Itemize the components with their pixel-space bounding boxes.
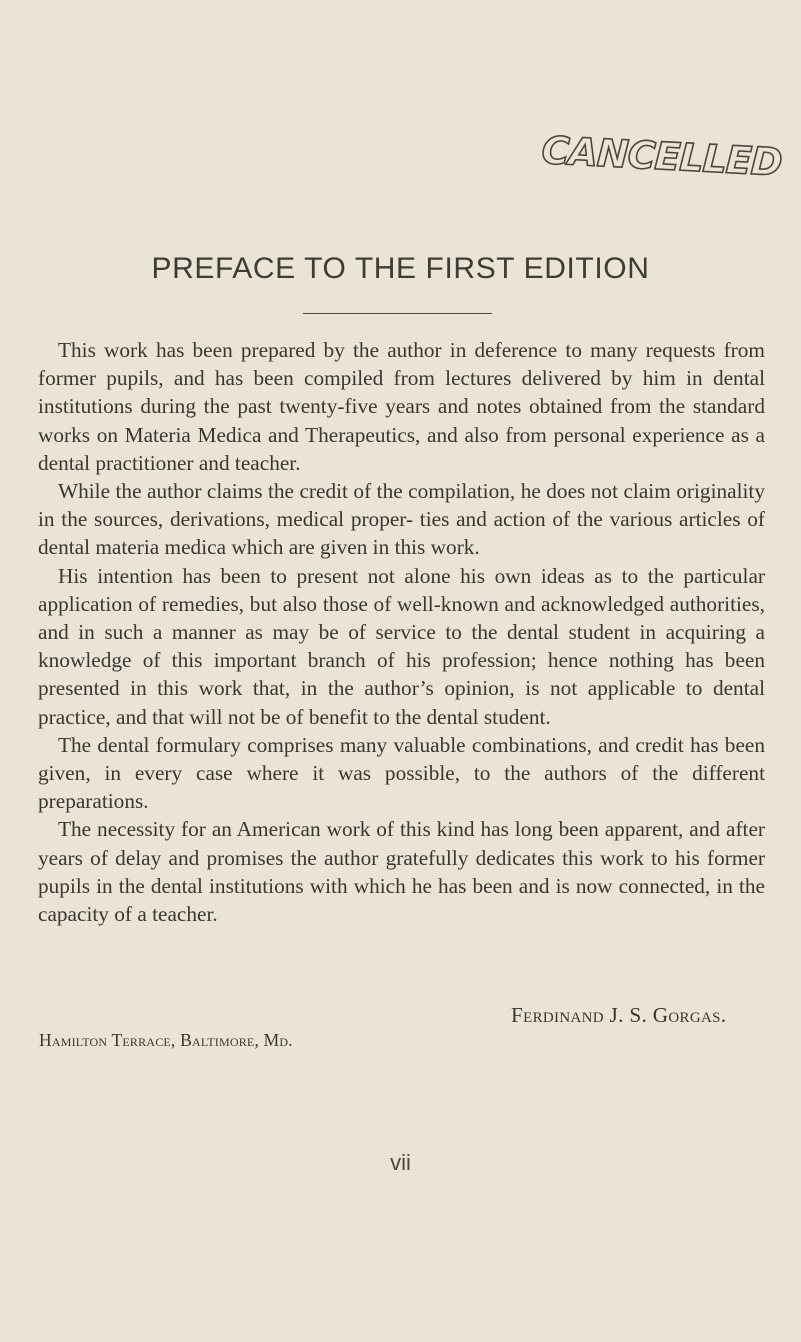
author-signature: Ferdinand J. S. Gorgas. xyxy=(511,1003,727,1027)
preface-body xyxy=(38,336,765,928)
title-divider xyxy=(303,313,492,314)
page-number: vii xyxy=(390,1150,411,1175)
paragraph-5: The necessity for an American work of this kind has long been apparent, and after years of delay and promises the author gratefully dedicates this work to his former pupils in the dental institutions with which he has been and is now connected, in the capacity of a teacher. xyxy=(38,817,765,927)
paragraph-2: While the author claims the credit of the compilation, he does not claim originality in the sources, derivations, medical proper- ties and action of the various articles of dental materia medica which are given in this work. xyxy=(38,479,765,560)
page-title: PREFACE TO THE FIRST EDITION xyxy=(151,252,650,285)
paragraph-1: This work has been prepared by the author in deference to many requests from former pupils, and has been compiled from lectures delivered by him in dental institutions during the past twenty-five years and notes obtained from the standard works on Materia Medica and Therapeutics, and also from personal experience as a dental practitioner and teacher. xyxy=(38,338,765,475)
paragraph-3: His intention has been to present not alone his own ideas as to the particular application of remedies, but also those of well-known and acknowledged authorities, and in such a manner as may be of service to the dental student in acquiring a knowledge of this important branch of his profession; hence nothing has been presented in this work that, in the author’s opinion, is not applicable to dental practice, and that will not be of benefit to the dental student. xyxy=(38,563,765,729)
cancelled-stamp: CANCELLED xyxy=(540,128,783,185)
author-address: Hamilton Terrace, Baltimore, Md. xyxy=(39,1030,293,1050)
paragraph-4: The dental formulary comprises many valuable combinations, and credit has been given, in every case where it was possible, to the authors of the different preparations. xyxy=(38,732,765,814)
